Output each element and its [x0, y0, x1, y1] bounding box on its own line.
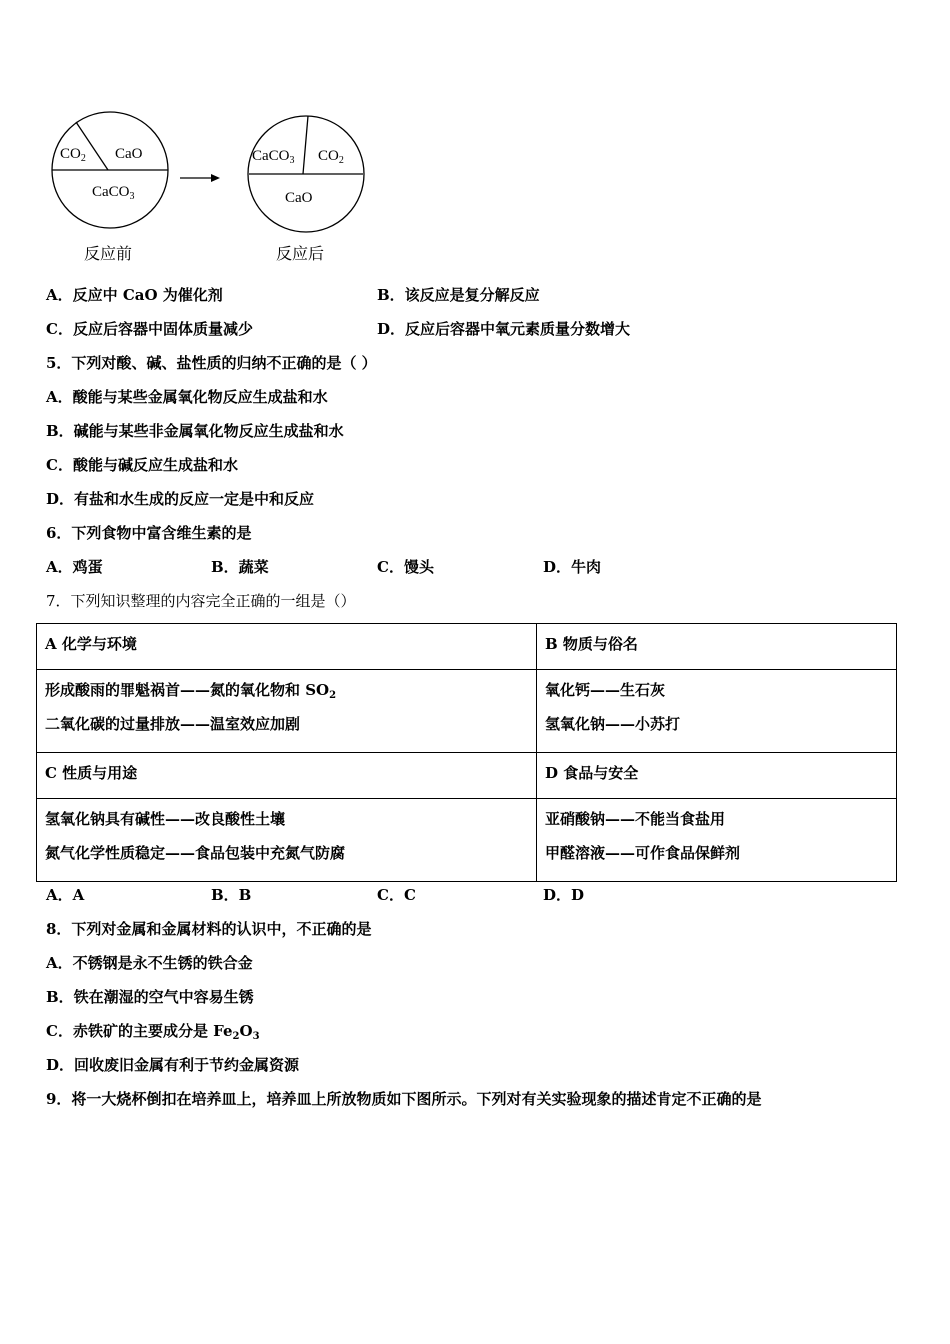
q4-option-a[interactable]: A．反应中 CaO 为催化剂 [46, 286, 223, 304]
cell-d-body [537, 799, 897, 882]
cell-a-body [37, 670, 537, 753]
q8-option-a[interactable]: A．不锈钢是永不生锈的铁合金 [46, 954, 253, 972]
q7-option-a[interactable]: A．A [46, 886, 85, 904]
q7-option-d[interactable]: D．D [543, 886, 585, 904]
after-caption: 反应后 [276, 244, 325, 263]
q7-stem: 7．下列知识整理的内容完全正确的一组是（） [46, 592, 356, 610]
q5-option-a[interactable]: A．酸能与某些金属氧化物反应生成盐和水 [46, 388, 328, 406]
q5-stem: 5．下列对酸、碱、盐性质的归纳不正确的是（ ） [46, 354, 377, 372]
q7-knowledge-table [36, 623, 897, 882]
q4-option-c[interactable]: C．反应后容器中固体质量减少 [46, 320, 253, 338]
q8-option-b[interactable]: B．铁在潮湿的空气中容易生锈 [46, 988, 254, 1006]
q5-option-c[interactable]: C．酸能与碱反应生成盐和水 [46, 456, 238, 474]
before-cao-label: CaO [115, 146, 143, 162]
after-vertical-divider [303, 116, 308, 174]
q6-option-a[interactable]: A．鸡蛋 [46, 558, 103, 576]
cell-d-line2: 甲醛溶液——可作食品保鲜剂 [545, 844, 741, 862]
cell-a-line1: 形成酸雨的罪魁祸首——氮的氧化物和 $SO_2$ [45, 681, 337, 701]
cell-c-line1: 氢氧化钠具有碱性——改良酸性土壤 [45, 810, 286, 828]
q4-option-b[interactable]: B．该反应是复分解反应 [377, 286, 540, 304]
q6-stem: 6．下列食物中富含维生素的是 [46, 524, 252, 542]
cell-b-body [537, 670, 897, 753]
q6-option-d[interactable]: D．牛肉 [543, 558, 602, 576]
cell-c-body [37, 799, 537, 882]
cell-b-line1: 氧化钙——生石灰 [545, 681, 666, 699]
q6-option-c[interactable]: C．馒头 [377, 558, 434, 576]
cell-d-title: D 食品与安全 [537, 753, 897, 799]
after-co2-label: $CO_2$ [318, 148, 344, 166]
cell-c-title: C 性质与用途 [37, 753, 537, 799]
before-caco3-label: CaCO$_3$ [92, 184, 135, 202]
before-caption: 反应前 [84, 244, 133, 263]
cell-b-line2: 氢氧化钠——小苏打 [545, 715, 681, 733]
q8-option-c[interactable]: C．赤铁矿的主要成分是 $Fe_2O_3$ [46, 1022, 260, 1042]
q6-option-b[interactable]: B．蔬菜 [211, 558, 269, 576]
cell-a-title: A 化学与环境 [37, 624, 537, 670]
q5-option-b[interactable]: B．碱能与某些非金属氧化物反应生成盐和水 [46, 422, 344, 440]
before-co2-label: $CO_2$ [60, 146, 86, 164]
q8-stem: 8．下列对金属和金属材料的认识中，不正确的是 [46, 920, 372, 938]
q8-option-d[interactable]: D．回收废旧金属有利于节约金属资源 [46, 1056, 300, 1074]
q5-option-d[interactable]: D．有盐和水生成的反应一定是中和反应 [46, 490, 315, 508]
after-cao-label: CaO [285, 190, 313, 206]
q9-stem: 9．将一大烧杯倒扣在培养皿上，培养皿上所放物质如下图所示。下列对有关实验现象的描述肯定不正确的是 [46, 1090, 762, 1108]
cell-c-line2: 氮气化学性质稳定——食品包装中充氮气防腐 [45, 844, 346, 862]
after-caco3-label: CaCO$_3$ [252, 148, 295, 166]
q4-option-d[interactable]: D．反应后容器中氧元素质量分数增大 [377, 320, 631, 338]
cell-a-line2: 二氧化碳的过量排放——温室效应加剧 [45, 715, 301, 733]
q7-option-b[interactable]: B．B [211, 886, 252, 904]
reaction-arrow-head [211, 174, 220, 182]
q7-option-c[interactable]: C．C [377, 886, 416, 904]
cell-d-line1: 亚硝酸钠——不能当食盐用 [545, 810, 726, 828]
cell-b-title: B 物质与俗名 [537, 624, 897, 670]
